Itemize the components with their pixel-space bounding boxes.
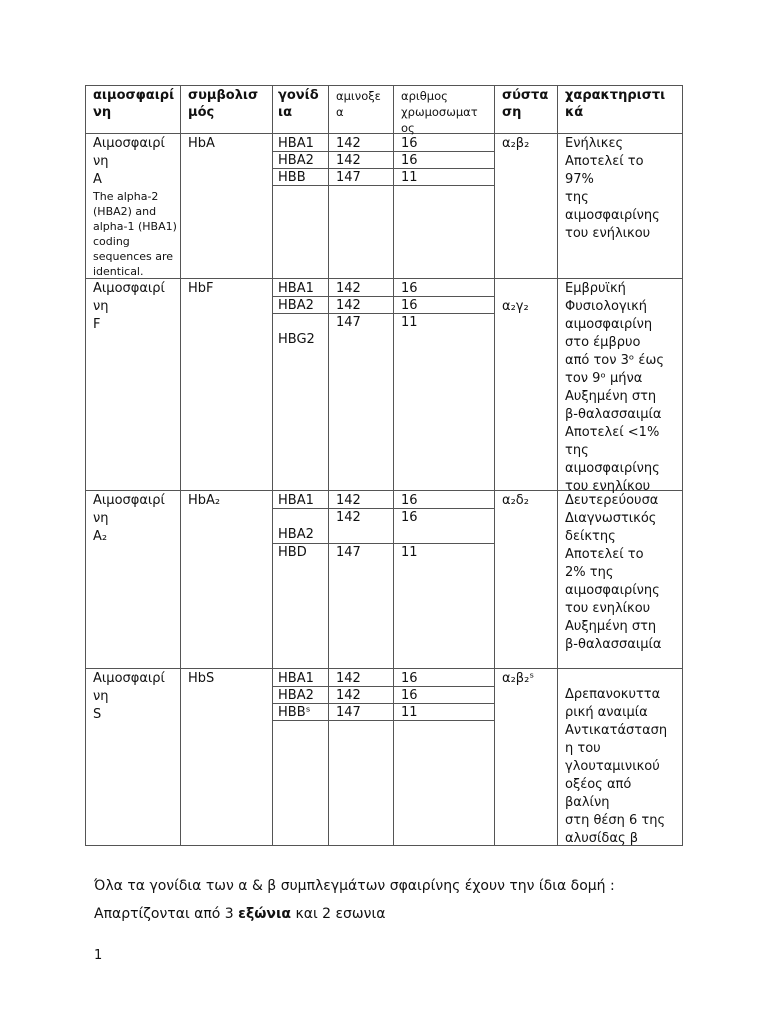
- row-a2-name: Αιμοσφαιρί νη A₂: [93, 493, 165, 544]
- row-a2-aa-3: 147: [336, 545, 361, 560]
- header-col-hemoglobin: αιμοσφαιρί νη: [93, 88, 175, 120]
- row-f-gene-1: HBA1: [278, 281, 314, 296]
- row-a-aa-2: 142: [336, 153, 361, 168]
- row-s-aa-3: 147: [336, 705, 361, 720]
- row-f-features: Εμβρυϊκή Φυσιολογική αιμοσφαιρίνη στο έμβρυο από τον 3ᵒ έως τον 9ᵒ μήνα Αυξημένη στη β-θαλασσαιμία Αποτελεί <1% της αιμοσφαιρίνης του ενηλίκου: [565, 281, 664, 494]
- body-paragraph-exons: [94, 904, 385, 924]
- row-s-name: Αιμοσφαιρί νη S: [93, 671, 165, 722]
- row-a-symbol: HbA: [188, 136, 215, 151]
- row-s-chrom-2: 16: [401, 688, 418, 703]
- header-col-amino-acids: αμινοξε α: [336, 89, 381, 119]
- header-col-composition: σύστα ση: [502, 88, 549, 120]
- row-s-gene-2: HBA2: [278, 688, 314, 703]
- row-f-aa-2: 142: [336, 298, 361, 313]
- row-f-aa-1: 142: [336, 281, 361, 296]
- header-col-genes: γονίδ ια: [278, 88, 319, 120]
- row-f-gene-3: HBG2: [278, 332, 315, 347]
- row-a-aa-1: 142: [336, 136, 361, 151]
- row-a2-chrom-3: 11: [401, 545, 418, 560]
- exons-prefix: Απαρτίζονται από 3: [94, 906, 239, 922]
- row-f-composition: α₂γ₂: [502, 299, 529, 314]
- row-a-name: Αιμοσφαιρί νη A: [93, 136, 165, 187]
- row-a-features: Ενήλικες Αποτελεί το 97% της αιμοσφαιρίνης του ενήλικου: [565, 136, 660, 241]
- row-a-chrom-3: 11: [401, 170, 418, 185]
- row-a-composition: α₂β₂: [502, 136, 530, 151]
- row-a2-gene-2: HBA2: [278, 527, 314, 542]
- row-s-chrom-3: 11: [401, 705, 418, 720]
- body-paragraph-structure: Όλα τα γονίδια των α & β συμπλεγμάτων σφαιρίνης έχουν την ίδια δομή :: [94, 878, 615, 894]
- row-a2-gene-1: HBA1: [278, 493, 314, 508]
- row-a2-aa-1: 142: [336, 493, 361, 508]
- row-s-features: Δρεπανοκυττα ρική αναιμία Αντικατάσταση η του γλουταμινικού οξέος από βαλίνη στη θέση 6 της αλυσίδας β: [565, 687, 668, 846]
- row-a2-composition: α₂δ₂: [502, 493, 529, 508]
- page-number: 1: [94, 948, 103, 963]
- row-s-gene-1: HBA1: [278, 671, 314, 686]
- exons-suffix: και 2 εσωνια: [291, 906, 386, 922]
- row-s-aa-2: 142: [336, 688, 361, 703]
- row-f-chrom-1: 16: [401, 281, 418, 296]
- row-a2-chrom-2: 16: [401, 510, 418, 525]
- row-a2-features: Δευτερεύουσα Διαγνωστικός δείκτης Αποτελεί το 2% της αιμοσφαιρίνης του ενηλίκου Αυξημένη στη β-θαλασσαιμία: [565, 493, 662, 652]
- row-s-gene-3: HBBˢ: [278, 705, 311, 720]
- row-f-chrom-2: 16: [401, 298, 418, 313]
- row-s-symbol: HbS: [188, 671, 215, 686]
- header-col-chromosome: αριθμος χρωμοσωματ ος: [401, 89, 478, 135]
- row-a-note: The alpha-2 (HBA2) and alpha-1 (HBA1) coding sequences are identical.: [93, 190, 177, 278]
- row-f-gene-2: HBA2: [278, 298, 314, 313]
- row-f-symbol: HbF: [188, 281, 214, 296]
- row-a2-chrom-1: 16: [401, 493, 418, 508]
- row-a-chrom-2: 16: [401, 153, 418, 168]
- row-s-aa-1: 142: [336, 671, 361, 686]
- row-a-gene-3: HBB: [278, 170, 306, 185]
- row-a-gene-1: HBA1: [278, 136, 314, 151]
- header-col-symbol: συμβολισ μός: [188, 88, 259, 120]
- header-col-features: χαρακτηριστι κά: [565, 88, 666, 120]
- row-s-composition: α₂β₂ˢ: [502, 671, 535, 686]
- exons-bold-word: εξώνια: [238, 906, 292, 922]
- row-f-name: Αιμοσφαιρί νη F: [93, 281, 165, 332]
- row-f-chrom-3: 11: [401, 315, 418, 330]
- row-a-aa-3: 147: [336, 170, 361, 185]
- row-a2-aa-2: 142: [336, 510, 361, 525]
- row-a2-gene-3: HBD: [278, 545, 307, 560]
- row-a2-symbol: HbA₂: [188, 493, 221, 508]
- row-a-gene-2: HBA2: [278, 153, 314, 168]
- row-f-aa-3: 147: [336, 315, 361, 330]
- row-a-chrom-1: 16: [401, 136, 418, 151]
- row-s-chrom-1: 16: [401, 671, 418, 686]
